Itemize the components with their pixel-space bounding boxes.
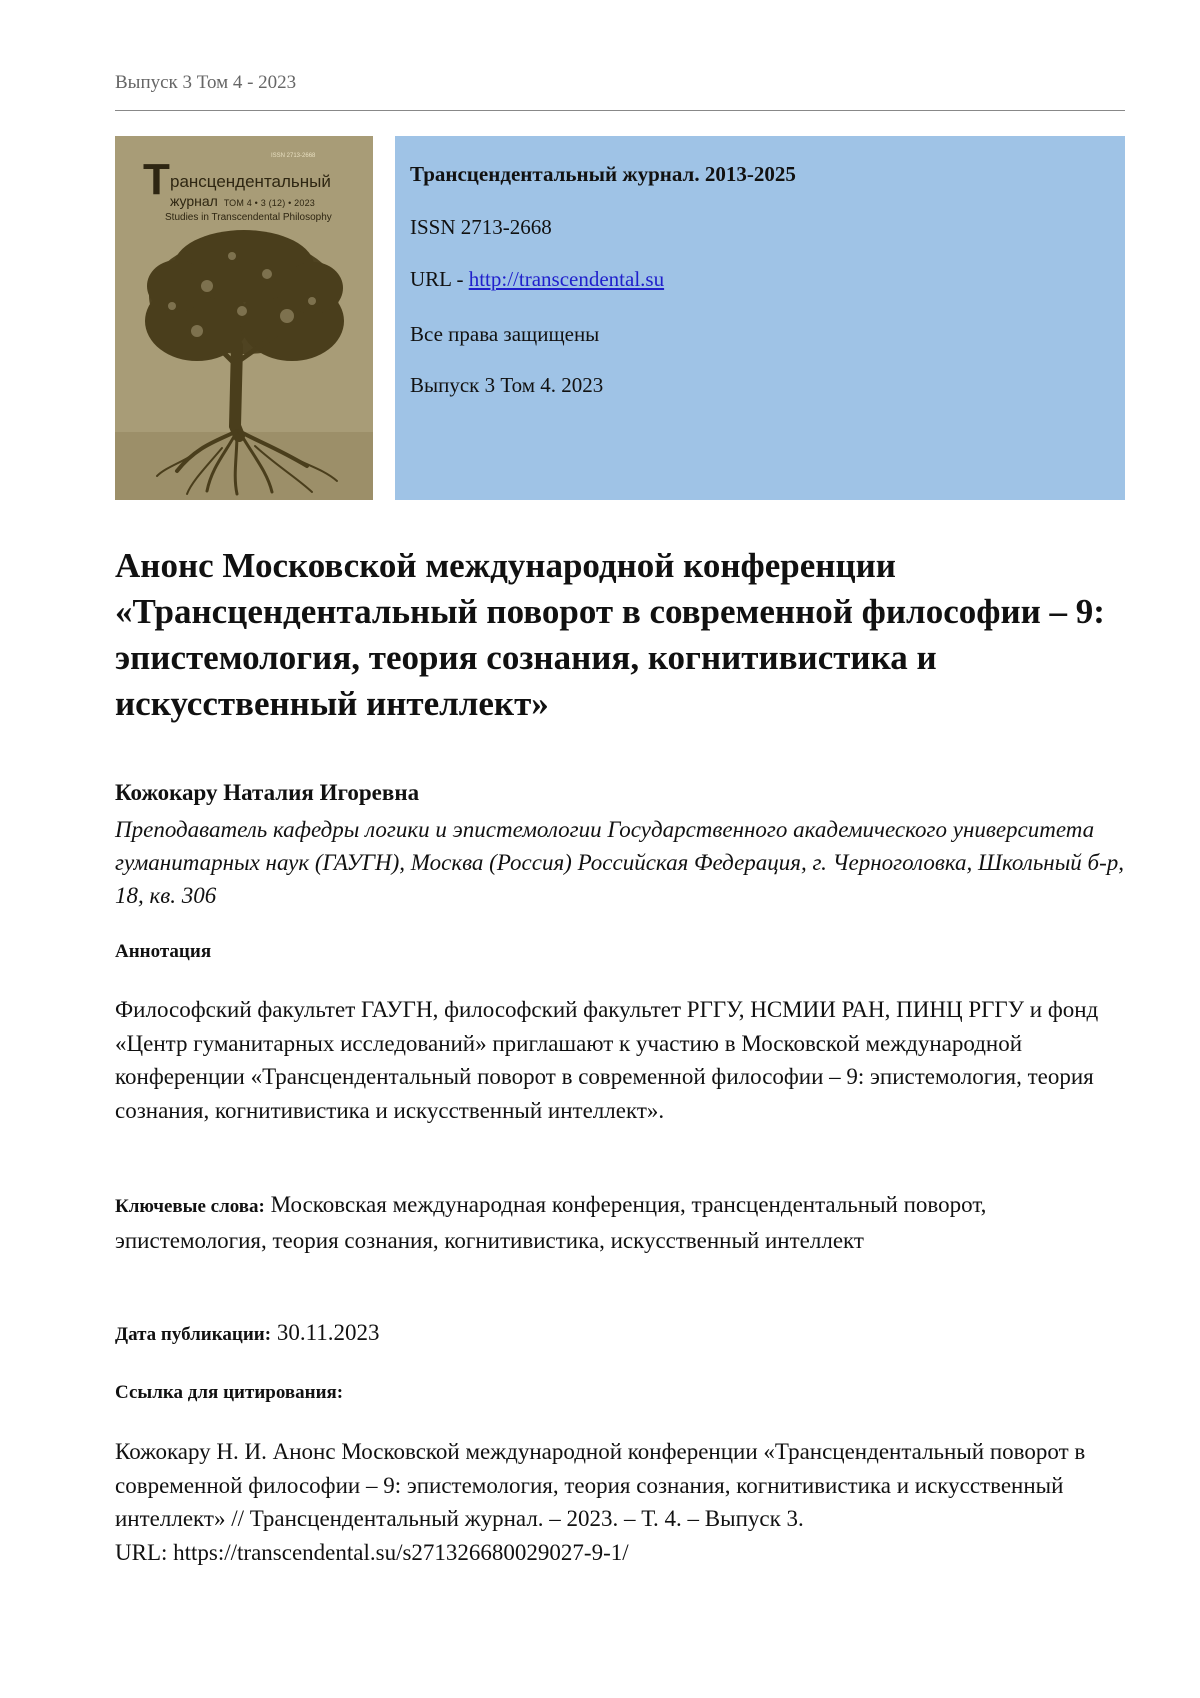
url-prefix: URL - bbox=[410, 267, 469, 291]
publication-date bbox=[115, 1320, 379, 1346]
author-affiliation: Преподаватель кафедры логики и эпистемологии Государственного академического университета гуманитарных наук (ГАУГН), Москва (Россия) Российская Федерация, г. Черноголовка, Школьный б-р, 18, кв. 306 bbox=[115, 817, 1125, 908]
article-title: Анонс Московской международной конференции «Трансцендентальный поворот в современной философии – 9: эпистемология, теория сознания, когнитивистика и искусственный интеллект» bbox=[115, 546, 1105, 723]
header-divider bbox=[115, 110, 1125, 111]
cover-initial-letter: Т bbox=[143, 155, 170, 204]
cover-title-word: журнал bbox=[170, 193, 218, 209]
citation bbox=[115, 1435, 1125, 1569]
citation-url: URL: https://transcendental.su/s271326680029027-9-1/ bbox=[115, 1539, 629, 1565]
journal-url-link[interactable]: http://transcendental.su bbox=[468, 267, 665, 291]
issue-header: Выпуск 3 Том 4 - 2023 bbox=[115, 72, 297, 93]
author-name: Кожокару Наталия Игоревна bbox=[115, 780, 420, 805]
journal-cover bbox=[115, 136, 373, 500]
keywords-text: Московская международная конференция, трансцендентальный поворот, эпистемология, теория сознания, когнитивистика, искусственный интеллект bbox=[115, 1192, 987, 1253]
keywords bbox=[115, 1188, 1125, 1257]
citation-text: Кожокару Н. И. Анонс Московской международной конференции «Трансцендентальный поворот в современной философии – 9: эпистемология, теория сознания, когнитивистика и искусственный интеллект» // Трансцендентальный журнал. – 2023. – Т. 4. – Выпуск 3. bbox=[115, 1439, 1086, 1531]
tree-illustration-icon bbox=[137, 226, 352, 496]
journal-name: Трансцендентальный журнал. 2013-2025 bbox=[410, 162, 796, 186]
journal-issn: ISSN 2713-2668 bbox=[410, 215, 552, 239]
keywords-label: Ключевые слова: bbox=[115, 1196, 265, 1217]
cover-volume: ТОМ 4 • 3 (12) • 2023 bbox=[223, 198, 315, 208]
pubdate-value: 30.11.2023 bbox=[276, 1320, 380, 1345]
cover-title-line1: рансцендентальный bbox=[170, 172, 331, 191]
cover-title-line2 bbox=[170, 193, 315, 211]
cover-subtitle: Studies in Transcendental Philosophy bbox=[165, 212, 332, 223]
rights-notice: Все права защищены bbox=[410, 322, 600, 346]
citation-heading: Ссылка для цитирования: bbox=[115, 1382, 344, 1403]
journal-info-box bbox=[395, 136, 1125, 500]
abstract-text: Философский факультет ГАУГН, философский факультет РГГУ, НСМИИ РАН, ПИНЦ РГГУ и фонд «Центр гуманитарных исследований» приглашают к участию в Московской международной конференции «Трансцендентальный поворот в современной философии – 9: эпистемология, теория сознания, когнитивистика и искусственный интеллект». bbox=[115, 997, 1099, 1123]
journal-url-line bbox=[410, 267, 664, 292]
pubdate-label: Дата публикации: bbox=[115, 1324, 272, 1345]
cover-issn: ISSN 2713-2668 bbox=[271, 153, 316, 159]
issue-info: Выпуск 3 Том 4. 2023 bbox=[410, 373, 604, 397]
abstract-heading: Аннотация bbox=[115, 941, 212, 962]
